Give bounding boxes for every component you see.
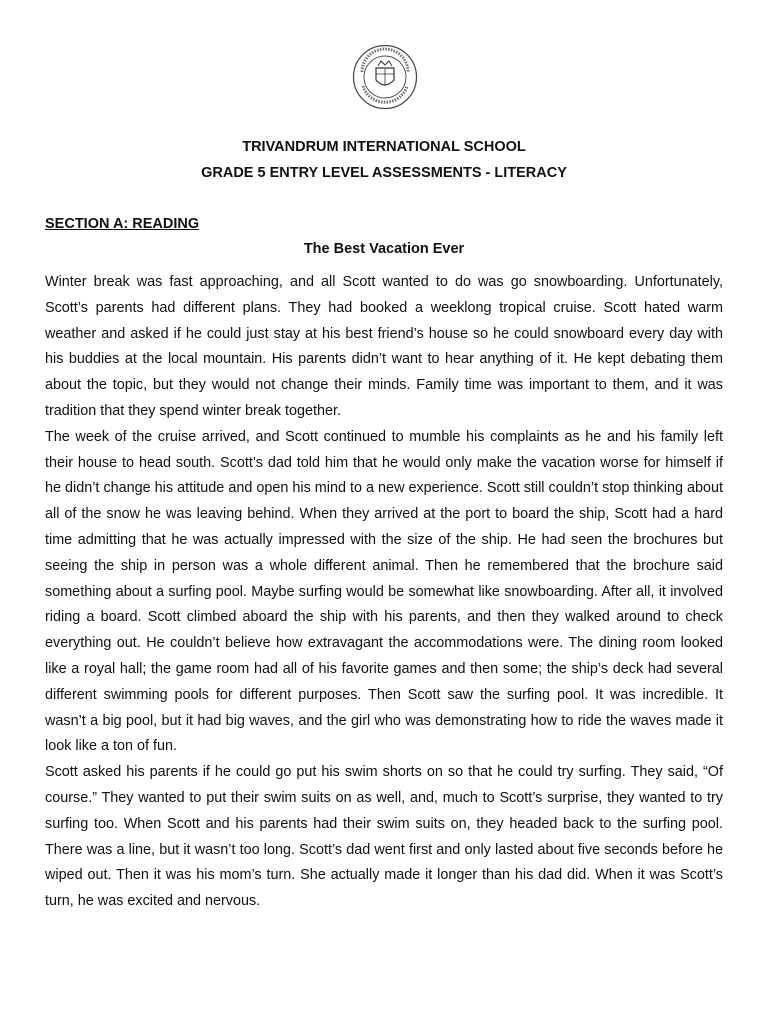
paragraph: Scott asked his parents if he could go put his swim shorts on so that he could try surfing. They said, “Of course.” They wanted to put their swim suits on as well, and, much to Scott’s surprise, they wanted to try surfing too. When Scott and his parents had their swim suits on, they headed back to the surfing pool. There was a line, but it wasn’t too long. Scott’s dad went first and only lasted about five seconds before he wiped out. Then it was his mom’s turn. She actually made it longer than his dad did. When it was Scott’s turn, he was excited and nervous. <box>45 764 723 910</box>
school-crest-icon <box>352 44 418 110</box>
assessment-title: GRADE 5 ENTRY LEVEL ASSESSMENTS - LITERACY <box>201 165 567 181</box>
story-body <box>45 270 723 915</box>
paragraph: The week of the cruise arrived, and Scott continued to mumble his complaints as he and his family left their house to head south. Scott’s dad told him that he would only make the vacation worse for himself if he didn’t change his attitude and open his mind to a new experience. Scott still couldn’t stop thinking about all of the snow he was leaving behind. When they arrived at the port to board the ship, Scott had a hard time admitting that he was actually impressed with the size of the ship. He had seen the brochures but seeing the ship in person was a whole different animal. Then he remembered that the brochure said something about a surfing pool. Maybe surfing would be somewhat like snowboarding. After all, it involved riding a board. Scott climbed aboard the ship with his parents, and then they walked around to check everything out. He couldn’t believe how extravagant the accommodations were. The dining room looked like a royal hall; the game room had all of his favorite games and then some; the ship’s deck had several different swimming pools for different purposes. Then Scott saw the surfing pool. It was incredible. It wasn’t a big pool, but it had big waves, and the girl who was demonstrating how to ride the waves made it look like a ton of fun. <box>45 428 723 755</box>
section-heading: SECTION A: READING <box>45 216 200 232</box>
paragraph: Winter break was fast approaching, and all Scott wanted to do was go snowboarding. Unfortunately, Scott’s parents had different plans. They had booked a weeklong tropical cruise. Scott hated warm weather and asked if he could just stay at his best friend’s house so he could snowboard every day with his buddies at the local mountain. His parents didn’t want to hear anything of it. He kept debating them about the topic, but they would not change their minds. Family time was important to them, and it was tradition that they spend winter break together. <box>45 274 723 419</box>
story-title: The Best Vacation Ever <box>303 241 465 257</box>
school-name: TRIVANDRUM INTERNATIONAL SCHOOL <box>242 139 526 155</box>
